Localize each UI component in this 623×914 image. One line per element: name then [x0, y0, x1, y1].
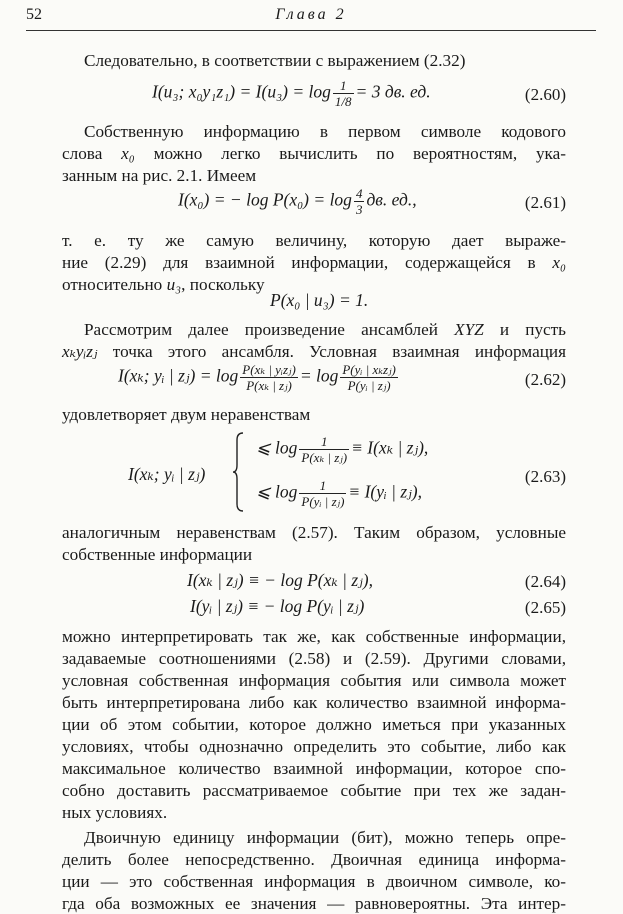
equation-number: (2.60) [524, 85, 566, 104]
text-line: слова x₀ можно легко вычислить по вероятностям, ука- [62, 144, 566, 163]
text-line: условная собственная информация события или символа может [62, 671, 566, 690]
equation-2-63-case2: ⩽ log $\frac{1}{\text{P(yᵢ | zⱼ)}}$ ≡ I(yᵢ | zⱼ), [256, 478, 422, 509]
text-line: аналогичным неравенствам (2.57). Таким образом, условные [62, 523, 566, 542]
equation-number: (2.63) [524, 467, 566, 486]
text-line: относительно u₃, поскольку [62, 275, 265, 294]
text-line: ние (2.29) для взаимной информации, содержащейся в x₀ [62, 253, 566, 272]
equation-number: (2.65) [524, 598, 566, 617]
text-line: задаваемые соотношениями (2.58) и (2.59). Другими словами, [62, 649, 566, 668]
text-line: Рассмотрим далее произведение ансамблей XYZ и пусть [84, 320, 567, 339]
chapter-title: Глава 2 [275, 6, 347, 23]
equation-number: (2.61) [524, 193, 566, 212]
equation-2-61: I(x₀) = − log P(x₀) = log $\frac{4}{3}$ дв. ед., [178, 186, 417, 217]
text-line: гда оба возможных ее значения — равновероятны. Эта интер- [62, 894, 566, 913]
text-line: занным на рис. 2.1. Имеем [62, 166, 257, 185]
equation-2-62: I(xₖ; yᵢ | zⱼ) = log $\frac{\text{P(xₖ | yᵢzⱼ)}}{\text{P(xₖ | zⱼ)}}$ = log $\frac{\text{P(yᵢ | xₖzⱼ)}}{\text{P(yᵢ | zⱼ)}}$ [118, 362, 396, 393]
text-line: удовлетворяет двум неравенствам [62, 405, 311, 424]
text-line: максимальное количество взаимной информации, которое спо- [62, 759, 566, 778]
page-header [26, 6, 596, 30]
text-line: делить более непосредственно. Двоичная единица информа- [62, 850, 566, 869]
text-line: ных условиях. [62, 803, 168, 822]
header-rule [26, 30, 596, 31]
text-line: быть интерпретирована либо как количество взаимной информа- [62, 693, 566, 712]
text-line: условиях, чтобы однозначно определить это событие, либо как [62, 737, 566, 756]
text-line: ции — это собственная информация в двоичном символе, ко- [62, 872, 566, 891]
text-line: xₖyᵢzⱼ точка этого ансамбля. Условная взаимная информация [62, 342, 566, 361]
equation-2-63-case1: ⩽ log $\frac{1}{\text{P(xₖ | zⱼ)}}$ ≡ I(xₖ | zⱼ), [256, 434, 429, 465]
equation-number: (2.62) [524, 370, 566, 389]
text-line: собно доставить рассматриваемое событие при тех же задан- [62, 781, 566, 800]
equation-2-65: I(yᵢ | zⱼ) ≡ − log P(yᵢ | zⱼ) [190, 596, 365, 616]
equation-2-64: I(xₖ | zⱼ) ≡ − log P(xₖ | zⱼ), [187, 570, 373, 590]
text-line: Двоичную единицу информации (бит), можно теперь опре- [84, 828, 566, 847]
text-line: можно интерпретировать так же, как собственные информации, [62, 627, 566, 646]
page-number: 52 [26, 6, 42, 23]
equation-2-60: I(u₃; x₀y₁z₁) = I(u₃) = log $\frac{1}{1/8}$ = 3 дв. ед. [152, 78, 431, 109]
text-line: Собственную информацию в первом символе кодового [84, 122, 566, 141]
text-line: ции об этом событии, которое должно иметься при указанных [62, 715, 566, 734]
text-line: собственные информации [62, 545, 253, 564]
equation-number: (2.64) [524, 572, 566, 591]
equation-p: P(x₀ | u₃) = 1. [270, 290, 369, 310]
text-line: Следовательно, в соответствии с выражением (2.32) [84, 51, 466, 70]
text-line: т. е. ту же самую величину, которую дает выраже- [62, 231, 566, 250]
equation-2-63-lhs: I(xₖ; yᵢ | zⱼ) [128, 464, 206, 484]
brace-icon [232, 432, 244, 512]
